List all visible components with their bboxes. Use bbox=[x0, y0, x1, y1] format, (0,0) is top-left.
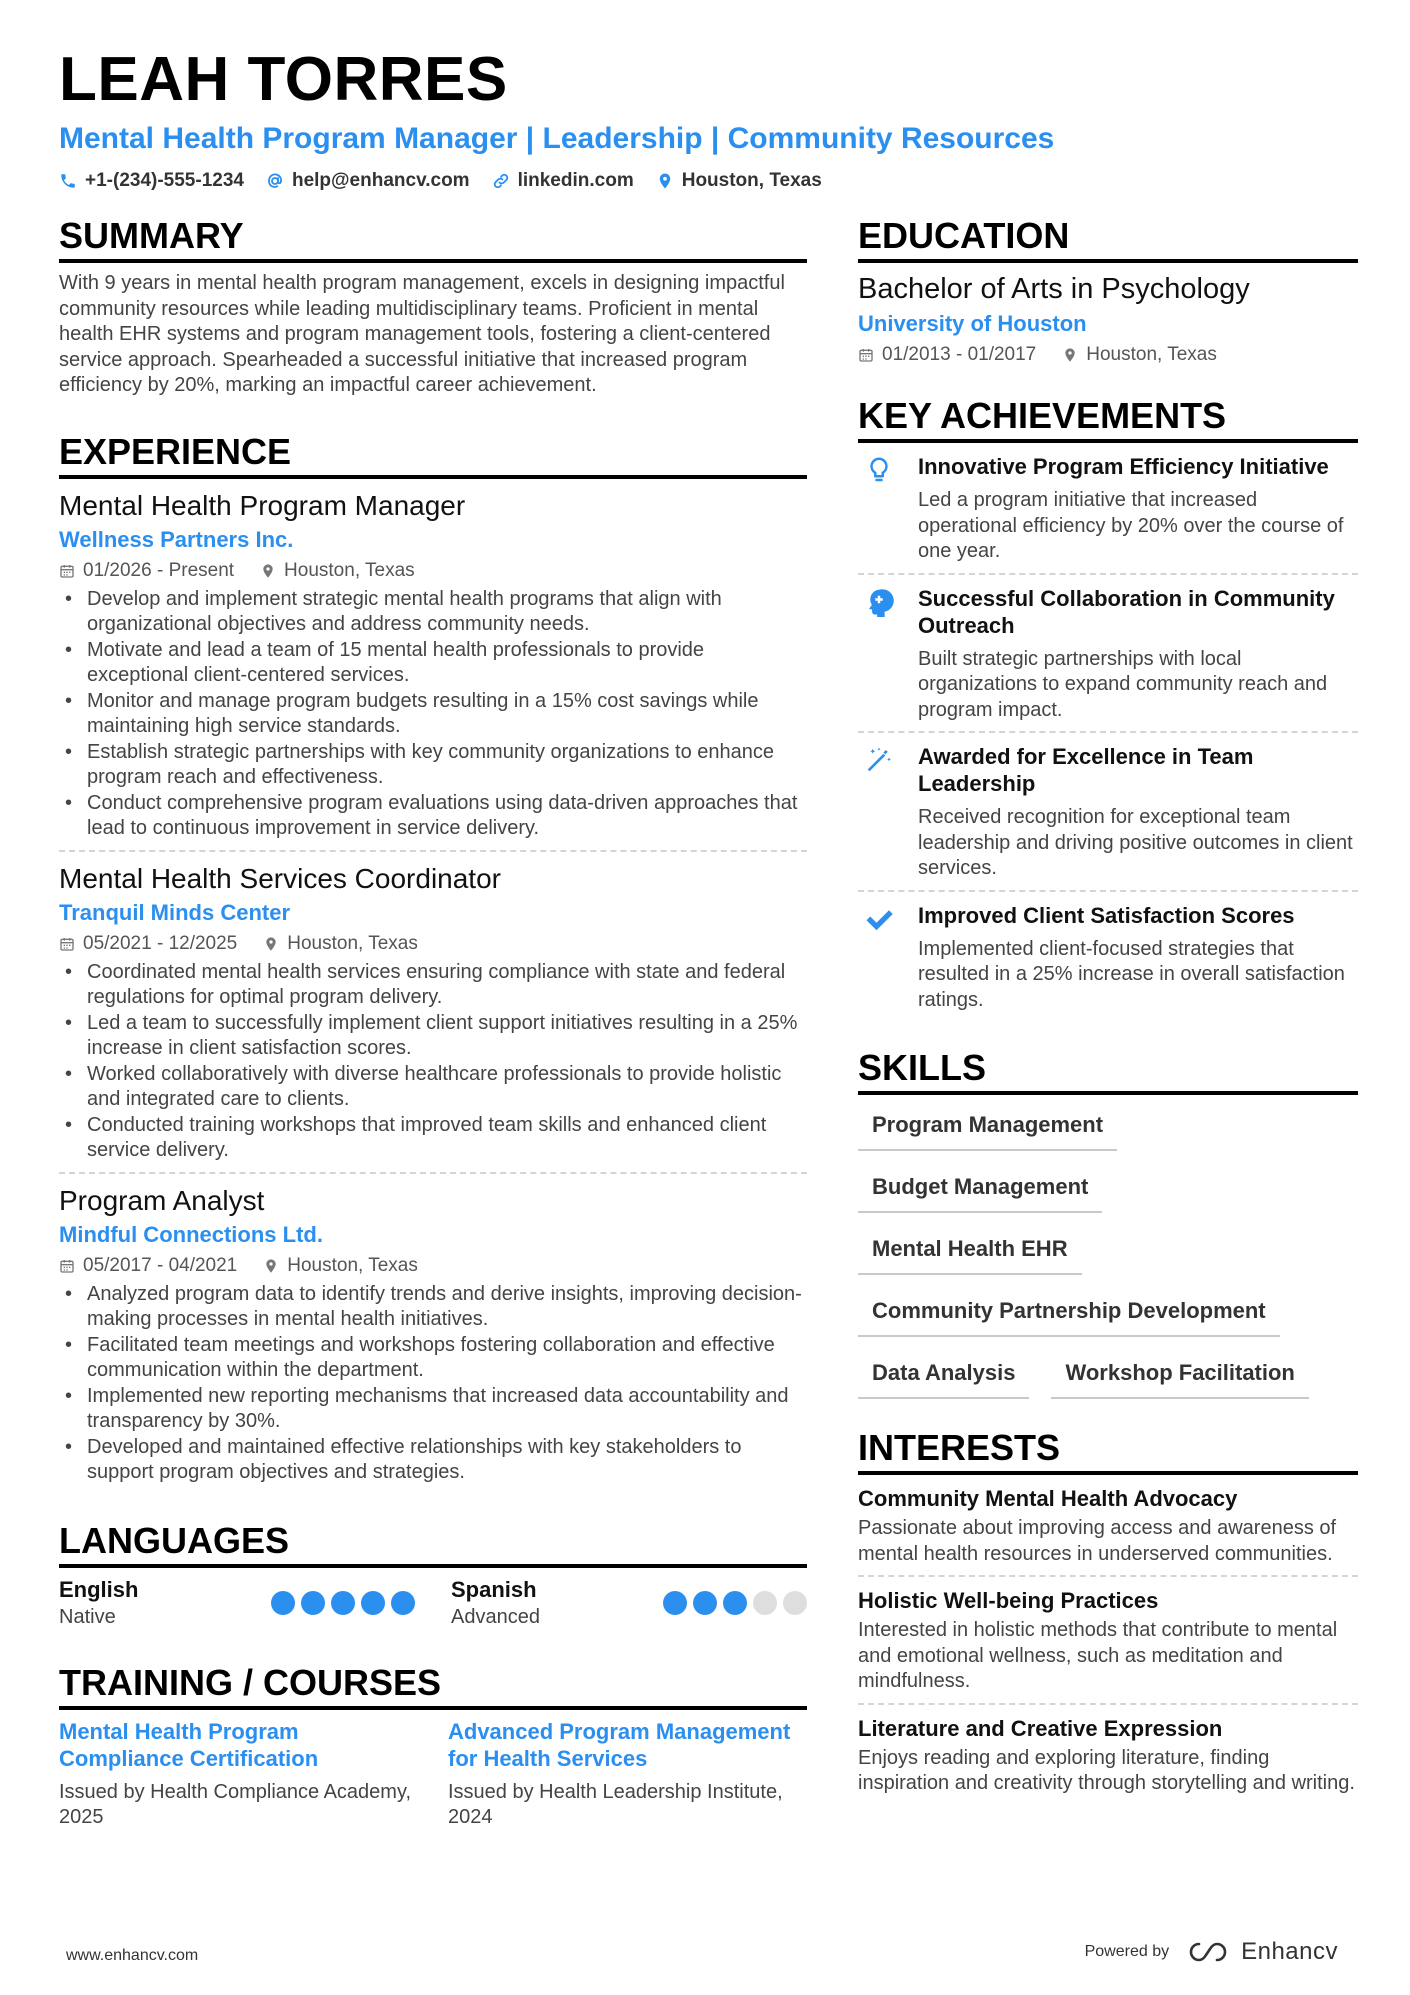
achievement-icon-wrap bbox=[858, 902, 900, 1014]
courses-list bbox=[59, 1718, 807, 1831]
education-location bbox=[1062, 343, 1217, 367]
rating-dot-filled bbox=[301, 1591, 325, 1615]
job-entry bbox=[59, 1174, 807, 1494]
at-icon bbox=[266, 172, 284, 190]
job-bullet: • Analyzed program data to identify trends and derive insights, improving decision-making processes in mental health initiatives. bbox=[59, 1282, 807, 1333]
rating-dot-empty bbox=[753, 1591, 777, 1615]
course-issuer: Issued by Health Leadership Institute, 2024 bbox=[448, 1780, 783, 1828]
magic-wand-icon bbox=[864, 745, 894, 775]
skill-tag: Data Analysis bbox=[858, 1355, 1029, 1399]
head-icon bbox=[864, 587, 894, 617]
summary-text: With 9 years in mental health program management, excels in designing impactful community resources while leading multidisciplinary teams. Proficient in mental health EHR systems and program management tools, fostering a client-centered service approach. Spearheaded a successful initiative that increased program efficiency by 20%, marking an impactful career achievement. bbox=[59, 272, 785, 396]
job-bullet: • Motivate and lead a team of 15 mental health professionals to provide exceptional client-centered services. bbox=[59, 638, 807, 689]
contact-email[interactable] bbox=[266, 170, 470, 192]
rating-dot-filled bbox=[391, 1591, 415, 1615]
achievement-desc: Implemented client-focused strategies that resulted in a 25% increase in overall satisfaction ratings. bbox=[918, 937, 1345, 1011]
interest-desc: Passionate about improving access and awareness of mental health resources in underserved communities. bbox=[858, 1517, 1337, 1565]
achievement-content bbox=[918, 453, 1358, 565]
rating-dot-filled bbox=[361, 1591, 385, 1615]
education-section bbox=[858, 215, 1358, 367]
job-bullet: • Monitor and manage program budgets resulting in a 15% cost savings while maintaining high service standards. bbox=[59, 689, 807, 740]
course-title: Advanced Program Management for Health Services bbox=[448, 1718, 791, 1771]
link-icon bbox=[492, 172, 510, 190]
achievement-desc: Built strategic partnerships with local organizations to expand community reach and program impact. bbox=[918, 647, 1328, 721]
rating-dot-filled bbox=[663, 1591, 687, 1615]
course-item bbox=[448, 1718, 807, 1831]
rating-dot-filled bbox=[271, 1591, 295, 1615]
company-name: Mindful Connections Ltd. bbox=[59, 1221, 323, 1247]
summary-section bbox=[59, 215, 807, 399]
achievement-icon-wrap bbox=[858, 743, 900, 882]
interest-title: Community Mental Health Advocacy bbox=[858, 1486, 1238, 1511]
achievement-title: Successful Collaboration in Community Outreach bbox=[918, 585, 1335, 638]
skill-row bbox=[858, 1231, 1358, 1275]
education-meta bbox=[858, 343, 1358, 367]
language-item bbox=[451, 1576, 807, 1630]
contact-bar bbox=[59, 170, 1359, 192]
job-title: Mental Health Services Coordinator bbox=[59, 862, 501, 894]
job-dates-text: 01/2026 - Present bbox=[83, 559, 235, 581]
language-rating bbox=[271, 1591, 415, 1615]
phone-icon bbox=[59, 172, 77, 190]
skill-tag: Program Management bbox=[858, 1107, 1117, 1151]
right-column bbox=[858, 215, 1358, 1831]
course-issuer: Issued by Health Compliance Academy, 2025 bbox=[59, 1780, 412, 1828]
language-level: Native bbox=[59, 1605, 116, 1628]
interest-title: Literature and Creative Expression bbox=[858, 1715, 1223, 1741]
skill-row bbox=[858, 1107, 1358, 1151]
job-dates bbox=[59, 1254, 237, 1278]
job-bullets bbox=[59, 960, 807, 1164]
summary-heading: SUMMARY bbox=[59, 215, 807, 263]
course-item bbox=[59, 1718, 418, 1831]
experience-section bbox=[59, 431, 807, 1494]
languages-heading: LANGUAGES bbox=[59, 1520, 807, 1568]
job-bullets bbox=[59, 1282, 807, 1486]
skill-tag: Mental Health EHR bbox=[858, 1231, 1082, 1275]
rating-dot-filled bbox=[693, 1591, 717, 1615]
location-text: Houston, Texas bbox=[681, 170, 822, 191]
skill-tag: Workshop Facilitation bbox=[1051, 1355, 1308, 1399]
job-meta bbox=[59, 932, 807, 956]
contact-location bbox=[656, 170, 822, 192]
enhancv-logo-icon bbox=[1187, 1939, 1233, 1965]
school-name: University of Houston bbox=[858, 311, 1087, 336]
job-meta bbox=[59, 559, 807, 583]
resume-header bbox=[59, 44, 1359, 192]
interest-item bbox=[858, 1577, 1358, 1705]
rating-dot-empty bbox=[783, 1591, 807, 1615]
email-text: help@enhancv.com bbox=[291, 170, 470, 191]
calendar-icon bbox=[59, 563, 75, 579]
language-item bbox=[59, 1576, 415, 1630]
location-pin-icon bbox=[260, 563, 276, 579]
location-pin-icon bbox=[656, 172, 674, 190]
job-bullet: • Led a team to successfully implement client support initiatives resulting in a 25% increase in client satisfaction scores. bbox=[59, 1011, 807, 1062]
job-bullet: • Conducted training workshops that improved team skills and enhanced client service delivery. bbox=[59, 1113, 807, 1164]
job-dates bbox=[59, 559, 234, 583]
location-pin-icon bbox=[263, 936, 279, 952]
achievement-desc: Led a program initiative that increased operational efficiency by 20% over the course of one year. bbox=[918, 489, 1344, 562]
job-bullet: • Implemented new reporting mechanisms that increased data accountability and transparency by 30%. bbox=[59, 1384, 807, 1435]
company-name: Wellness Partners Inc. bbox=[59, 526, 294, 552]
company-name: Tranquil Minds Center bbox=[59, 899, 291, 925]
job-title: Program Analyst bbox=[59, 1184, 265, 1216]
linkedin-text: linkedin.com bbox=[517, 170, 634, 191]
training-section bbox=[59, 1662, 807, 1831]
candidate-tagline: Mental Health Program Manager | Leadership | Community Resources bbox=[59, 122, 1055, 155]
left-column bbox=[59, 215, 807, 1857]
interest-item bbox=[858, 1705, 1358, 1805]
footer-branding bbox=[1085, 1938, 1338, 1966]
job-bullet: • Developed and maintained effective relationships with key stakeholders to support program objectives and strategies. bbox=[59, 1435, 807, 1486]
skill-row bbox=[858, 1169, 1358, 1213]
interest-desc: Enjoys reading and exploring literature, finding inspiration and creativity through storytelling and writing. bbox=[858, 1746, 1355, 1794]
achievement-content bbox=[918, 743, 1358, 882]
education-dates bbox=[858, 343, 1036, 367]
job-location bbox=[260, 559, 415, 583]
experience-heading: EXPERIENCE bbox=[59, 431, 807, 479]
achievement-content bbox=[918, 902, 1358, 1014]
interest-desc: Interested in holistic methods that contribute to mental and emotional wellness, such as meditation and mindfulness. bbox=[858, 1619, 1338, 1692]
job-location bbox=[263, 1254, 418, 1278]
language-level: Advanced bbox=[451, 1605, 540, 1628]
skill-tag: Budget Management bbox=[858, 1169, 1102, 1213]
education-location-text: Houston, Texas bbox=[1086, 344, 1217, 365]
job-bullet: • Conduct comprehensive program evaluations using data-driven approaches that lead to continuous improvement in service delivery. bbox=[59, 791, 807, 842]
lightbulb-icon bbox=[864, 455, 894, 485]
achievement-title: Innovative Program Efficiency Initiative bbox=[918, 454, 1329, 479]
skill-row bbox=[858, 1355, 1358, 1399]
calendar-icon bbox=[59, 936, 75, 952]
skills-section bbox=[858, 1047, 1358, 1399]
job-bullets bbox=[59, 587, 807, 842]
job-dates-text: 05/2017 - 04/2021 bbox=[83, 1254, 238, 1276]
interest-item bbox=[858, 1475, 1358, 1577]
job-title: Mental Health Program Manager bbox=[59, 489, 466, 521]
achievements-heading: KEY ACHIEVEMENTS bbox=[858, 395, 1358, 443]
skills-list bbox=[858, 1107, 1358, 1399]
job-location-text: Houston, Texas bbox=[284, 559, 415, 581]
brand-logo[interactable] bbox=[1187, 1938, 1338, 1966]
footer-website[interactable]: www.enhancv.com bbox=[66, 1947, 199, 1964]
calendar-icon bbox=[59, 1258, 75, 1274]
education-dates-text: 01/2013 - 01/2017 bbox=[882, 344, 1037, 365]
job-meta bbox=[59, 1254, 807, 1278]
achievement-content bbox=[918, 585, 1358, 724]
phone-text: +1-(234)-555-1234 bbox=[85, 170, 244, 191]
achievement-title: Awarded for Excellence in Team Leadership bbox=[918, 744, 1254, 796]
language-info bbox=[59, 1576, 138, 1630]
language-rating bbox=[663, 1591, 807, 1615]
location-pin-icon bbox=[1062, 347, 1078, 363]
rating-dot-filled bbox=[331, 1591, 355, 1615]
job-bullet: • Coordinated mental health services ensuring compliance with state and federal regulations for optimal program delivery. bbox=[59, 960, 807, 1011]
degree-title: Bachelor of Arts in Psychology bbox=[858, 273, 1250, 305]
job-bullet: • Facilitated team meetings and workshops fostering collaboration and effective communication within the department. bbox=[59, 1333, 807, 1384]
achievement-icon-wrap bbox=[858, 585, 900, 724]
language-info bbox=[451, 1576, 540, 1630]
achievement-desc: Received recognition for exceptional team leadership and driving positive outcomes in client services. bbox=[918, 806, 1353, 879]
skills-heading: SKILLS bbox=[858, 1047, 1358, 1095]
powered-by-label: Powered by bbox=[1084, 1943, 1170, 1960]
achievement-icon-wrap bbox=[858, 453, 900, 565]
interest-title: Holistic Well-being Practices bbox=[858, 1588, 1159, 1613]
job-location-text: Houston, Texas bbox=[287, 932, 418, 954]
job-bullet: • Establish strategic partnerships with key community organizations to enhance program reach and effectiveness. bbox=[59, 740, 807, 791]
interests-section bbox=[858, 1427, 1358, 1805]
achievements-section bbox=[858, 395, 1358, 1021]
achievement-item bbox=[858, 443, 1358, 575]
skill-tag: Community Partnership Development bbox=[858, 1293, 1280, 1337]
language-name: Spanish bbox=[451, 1576, 537, 1602]
brand-name: Enhancv bbox=[1241, 1938, 1338, 1965]
skill-row bbox=[858, 1293, 1358, 1337]
job-bullet: • Develop and implement strategic mental health programs that align with organizational objectives and address community needs. bbox=[59, 587, 807, 638]
achievement-item bbox=[858, 575, 1358, 734]
education-heading: EDUCATION bbox=[858, 215, 1358, 263]
job-dates bbox=[59, 932, 237, 956]
achievement-item bbox=[858, 892, 1358, 1022]
location-pin-icon bbox=[263, 1258, 279, 1274]
achievement-title: Improved Client Satisfaction Scores bbox=[918, 902, 1295, 928]
training-heading: TRAINING / COURSES bbox=[59, 1662, 807, 1710]
contact-linkedin[interactable] bbox=[492, 170, 634, 192]
job-bullet: • Worked collaboratively with diverse healthcare professionals to provide holistic and integrated care to clients. bbox=[59, 1062, 807, 1113]
rating-dot-filled bbox=[723, 1591, 747, 1615]
job-location bbox=[263, 932, 418, 956]
languages-list bbox=[59, 1576, 807, 1630]
job-entry bbox=[59, 479, 807, 852]
candidate-name: LEAH TORRES bbox=[59, 45, 508, 114]
achievement-item bbox=[858, 733, 1358, 892]
contact-phone[interactable] bbox=[59, 170, 244, 192]
languages-section bbox=[59, 1520, 807, 1630]
interests-heading: INTERESTS bbox=[858, 1427, 1358, 1475]
checkmark-icon bbox=[864, 904, 894, 934]
job-entry bbox=[59, 852, 807, 1174]
calendar-icon bbox=[858, 347, 874, 363]
job-dates-text: 05/2021 - 12/2025 bbox=[83, 932, 238, 954]
job-location-text: Houston, Texas bbox=[287, 1254, 418, 1276]
language-name: English bbox=[59, 1576, 139, 1602]
course-title: Mental Health Program Compliance Certification bbox=[59, 1718, 319, 1771]
